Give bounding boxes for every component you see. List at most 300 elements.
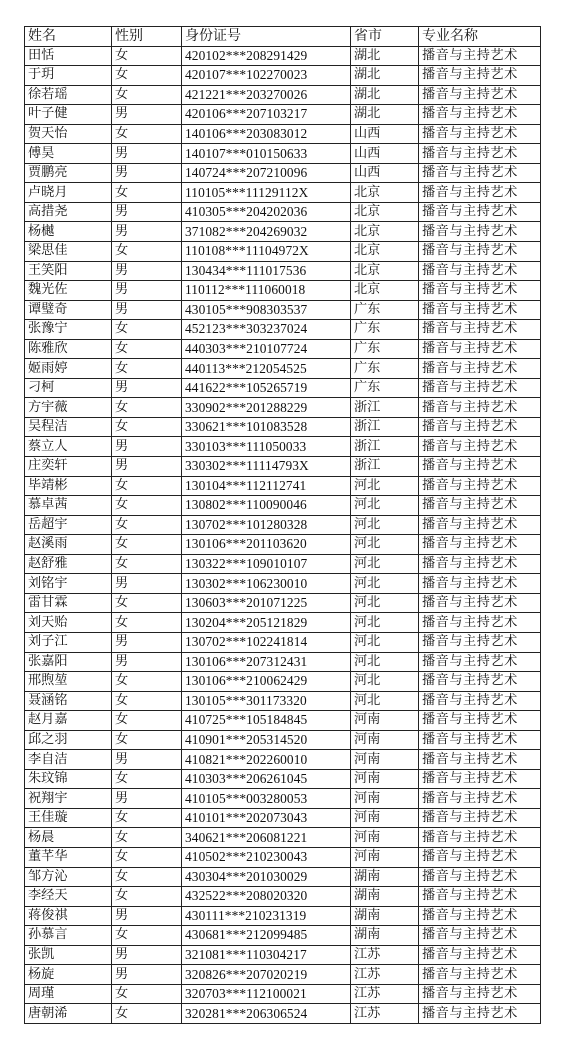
cell-name: 刘天贻 [25, 613, 112, 633]
table-row [25, 574, 541, 594]
cell-province: 广东 [351, 300, 419, 320]
header-province: 省市 [351, 27, 419, 47]
cell-id-number: 330302***11114793X [182, 457, 351, 477]
cell-major: 播音与主持艺术 [419, 730, 541, 750]
table-row [25, 281, 541, 301]
cell-province: 河北 [351, 632, 419, 652]
cell-id-number: 130702***102241814 [182, 632, 351, 652]
cell-gender: 女 [112, 847, 182, 867]
cell-province: 河北 [351, 691, 419, 711]
cell-province: 河南 [351, 711, 419, 731]
cell-gender: 男 [112, 163, 182, 183]
cell-province: 江苏 [351, 1004, 419, 1024]
cell-major: 播音与主持艺术 [419, 984, 541, 1004]
table-row [25, 750, 541, 770]
cell-id-number: 420106***207103217 [182, 105, 351, 125]
table-row [25, 476, 541, 496]
cell-gender: 女 [112, 85, 182, 105]
cell-name: 贾鹏亮 [25, 163, 112, 183]
cell-name: 庄奕轩 [25, 457, 112, 477]
cell-id-number: 430105***908303537 [182, 300, 351, 320]
cell-gender: 女 [112, 613, 182, 633]
table-row [25, 66, 541, 86]
cell-gender: 女 [112, 515, 182, 535]
cell-major: 播音与主持艺术 [419, 554, 541, 574]
cell-name: 赵舒雅 [25, 554, 112, 574]
table-row [25, 457, 541, 477]
cell-province: 广东 [351, 378, 419, 398]
cell-province: 湖南 [351, 906, 419, 926]
cell-id-number: 130204***205121829 [182, 613, 351, 633]
cell-gender: 男 [112, 789, 182, 809]
table-row [25, 85, 541, 105]
cell-id-number: 410305***204202036 [182, 202, 351, 222]
cell-gender: 男 [112, 261, 182, 281]
cell-province: 湖南 [351, 926, 419, 946]
cell-province: 广东 [351, 320, 419, 340]
cell-major: 播音与主持艺术 [419, 574, 541, 594]
cell-id-number: 321081***110304217 [182, 945, 351, 965]
cell-id-number: 130104***112112741 [182, 476, 351, 496]
cell-gender: 女 [112, 984, 182, 1004]
cell-name: 张凯 [25, 945, 112, 965]
cell-id-number: 130603***201071225 [182, 593, 351, 613]
cell-id-number: 330902***201288229 [182, 398, 351, 418]
cell-major: 播音与主持艺术 [419, 789, 541, 809]
cell-gender: 女 [112, 691, 182, 711]
table-row [25, 163, 541, 183]
cell-name: 梁思佳 [25, 242, 112, 262]
cell-name: 蔡立人 [25, 437, 112, 457]
table-row [25, 769, 541, 789]
cell-gender: 男 [112, 105, 182, 125]
cell-province: 河南 [351, 828, 419, 848]
cell-province: 湖北 [351, 46, 419, 66]
cell-major: 播音与主持艺术 [419, 691, 541, 711]
cell-gender: 女 [112, 554, 182, 574]
cell-province: 山西 [351, 144, 419, 164]
cell-id-number: 110105***11129112X [182, 183, 351, 203]
cell-name: 朱玟锦 [25, 769, 112, 789]
header-gender: 性别 [112, 27, 182, 47]
table-row [25, 730, 541, 750]
cell-id-number: 452123***303237024 [182, 320, 351, 340]
table-row [25, 847, 541, 867]
cell-gender: 女 [112, 711, 182, 731]
cell-gender: 女 [112, 242, 182, 262]
cell-id-number: 410502***210230043 [182, 847, 351, 867]
cell-gender: 男 [112, 300, 182, 320]
cell-id-number: 420107***102270023 [182, 66, 351, 86]
cell-province: 广东 [351, 339, 419, 359]
table-row [25, 632, 541, 652]
cell-province: 湖北 [351, 66, 419, 86]
cell-major: 播音与主持艺术 [419, 85, 541, 105]
cell-name: 徐若瑶 [25, 85, 112, 105]
cell-province: 河南 [351, 808, 419, 828]
cell-gender: 女 [112, 398, 182, 418]
cell-major: 播音与主持艺术 [419, 398, 541, 418]
cell-province: 江苏 [351, 984, 419, 1004]
table-row [25, 202, 541, 222]
cell-gender: 男 [112, 457, 182, 477]
cell-gender: 女 [112, 359, 182, 379]
cell-gender: 男 [112, 574, 182, 594]
cell-name: 雷甘霖 [25, 593, 112, 613]
cell-major: 播音与主持艺术 [419, 1004, 541, 1024]
cell-gender: 男 [112, 750, 182, 770]
cell-name: 王笑阳 [25, 261, 112, 281]
cell-major: 播音与主持艺术 [419, 711, 541, 731]
cell-gender: 女 [112, 320, 182, 340]
table-row [25, 398, 541, 418]
cell-name: 杨旋 [25, 965, 112, 985]
cell-gender: 男 [112, 632, 182, 652]
cell-name: 赵月嘉 [25, 711, 112, 731]
cell-major: 播音与主持艺术 [419, 593, 541, 613]
cell-major: 播音与主持艺术 [419, 242, 541, 262]
cell-name: 邱之羽 [25, 730, 112, 750]
cell-major: 播音与主持艺术 [419, 320, 541, 340]
cell-gender: 女 [112, 339, 182, 359]
cell-id-number: 441622***105265719 [182, 378, 351, 398]
cell-name: 方宇薇 [25, 398, 112, 418]
header-name: 姓名 [25, 27, 112, 47]
cell-name: 田恬 [25, 46, 112, 66]
table-row [25, 554, 541, 574]
cell-id-number: 330621***101083528 [182, 417, 351, 437]
table-row [25, 867, 541, 887]
cell-province: 湖南 [351, 867, 419, 887]
cell-gender: 女 [112, 730, 182, 750]
cell-major: 播音与主持艺术 [419, 808, 541, 828]
table-row [25, 672, 541, 692]
cell-id-number: 130322***109010107 [182, 554, 351, 574]
cell-gender: 女 [112, 887, 182, 907]
cell-major: 播音与主持艺术 [419, 769, 541, 789]
cell-name: 吴程洁 [25, 417, 112, 437]
cell-gender: 男 [112, 378, 182, 398]
table-body [25, 46, 541, 1023]
table-row [25, 711, 541, 731]
cell-name: 刘铭宇 [25, 574, 112, 594]
cell-id-number: 320703***112100021 [182, 984, 351, 1004]
cell-major: 播音与主持艺术 [419, 828, 541, 848]
cell-province: 河南 [351, 789, 419, 809]
cell-province: 北京 [351, 202, 419, 222]
cell-major: 播音与主持艺术 [419, 652, 541, 672]
cell-name: 杨晨 [25, 828, 112, 848]
cell-name: 傅昊 [25, 144, 112, 164]
header-row [25, 27, 541, 47]
cell-province: 广东 [351, 359, 419, 379]
cell-id-number: 320826***207020219 [182, 965, 351, 985]
cell-major: 播音与主持艺术 [419, 378, 541, 398]
cell-id-number: 130106***207312431 [182, 652, 351, 672]
cell-province: 河北 [351, 535, 419, 555]
table-row [25, 593, 541, 613]
cell-major: 播音与主持艺术 [419, 457, 541, 477]
cell-major: 播音与主持艺术 [419, 202, 541, 222]
cell-name: 慕卓茜 [25, 496, 112, 516]
cell-id-number: 140107***010150633 [182, 144, 351, 164]
cell-province: 河北 [351, 476, 419, 496]
table-row [25, 984, 541, 1004]
table-row [25, 124, 541, 144]
cell-id-number: 410101***202073043 [182, 808, 351, 828]
cell-province: 河北 [351, 672, 419, 692]
cell-name: 周瑾 [25, 984, 112, 1004]
cell-id-number: 420102***208291429 [182, 46, 351, 66]
cell-major: 播音与主持艺术 [419, 945, 541, 965]
cell-name: 陈雅欣 [25, 339, 112, 359]
cell-name: 刘子江 [25, 632, 112, 652]
cell-province: 江苏 [351, 945, 419, 965]
cell-name: 姬雨婷 [25, 359, 112, 379]
cell-major: 播音与主持艺术 [419, 46, 541, 66]
table-row [25, 437, 541, 457]
cell-major: 播音与主持艺术 [419, 750, 541, 770]
cell-gender: 女 [112, 417, 182, 437]
cell-major: 播音与主持艺术 [419, 476, 541, 496]
table-row [25, 339, 541, 359]
cell-id-number: 340621***206081221 [182, 828, 351, 848]
cell-name: 祝翔宇 [25, 789, 112, 809]
cell-major: 播音与主持艺术 [419, 339, 541, 359]
cell-province: 浙江 [351, 437, 419, 457]
table-row [25, 261, 541, 281]
cell-id-number: 140106***203083012 [182, 124, 351, 144]
cell-name: 董芊华 [25, 847, 112, 867]
cell-province: 山西 [351, 163, 419, 183]
cell-id-number: 140724***207210096 [182, 163, 351, 183]
cell-id-number: 421221***203270026 [182, 85, 351, 105]
cell-gender: 女 [112, 496, 182, 516]
cell-major: 播音与主持艺术 [419, 183, 541, 203]
cell-gender: 男 [112, 945, 182, 965]
cell-gender: 女 [112, 828, 182, 848]
cell-name: 于玥 [25, 66, 112, 86]
cell-name: 魏光佐 [25, 281, 112, 301]
cell-major: 播音与主持艺术 [419, 906, 541, 926]
cell-gender: 女 [112, 593, 182, 613]
table-row [25, 965, 541, 985]
cell-province: 山西 [351, 124, 419, 144]
cell-id-number: 130434***111017536 [182, 261, 351, 281]
cell-id-number: 410901***205314520 [182, 730, 351, 750]
cell-province: 湖北 [351, 85, 419, 105]
table-row [25, 144, 541, 164]
cell-major: 播音与主持艺术 [419, 535, 541, 555]
student-list-table [24, 26, 541, 1024]
cell-province: 河北 [351, 574, 419, 594]
cell-gender: 男 [112, 144, 182, 164]
cell-province: 河南 [351, 730, 419, 750]
cell-name: 聂涵铭 [25, 691, 112, 711]
table-row [25, 1004, 541, 1024]
cell-province: 河北 [351, 515, 419, 535]
cell-major: 播音与主持艺术 [419, 613, 541, 633]
table-row [25, 222, 541, 242]
cell-name: 王佳璇 [25, 808, 112, 828]
cell-name: 唐朝浠 [25, 1004, 112, 1024]
cell-gender: 男 [112, 281, 182, 301]
cell-province: 北京 [351, 222, 419, 242]
cell-province: 河北 [351, 652, 419, 672]
cell-name: 邢煦堃 [25, 672, 112, 692]
cell-major: 播音与主持艺术 [419, 632, 541, 652]
cell-name: 杨樾 [25, 222, 112, 242]
cell-name: 刁柯 [25, 378, 112, 398]
cell-province: 浙江 [351, 398, 419, 418]
cell-province: 北京 [351, 242, 419, 262]
cell-province: 江苏 [351, 965, 419, 985]
cell-major: 播音与主持艺术 [419, 437, 541, 457]
cell-gender: 女 [112, 183, 182, 203]
table-row [25, 652, 541, 672]
header-id-number: 身份证号 [182, 27, 351, 47]
cell-id-number: 410105***003280053 [182, 789, 351, 809]
cell-province: 北京 [351, 183, 419, 203]
table-row [25, 242, 541, 262]
cell-name: 高措尧 [25, 202, 112, 222]
header-major: 专业名称 [419, 27, 541, 47]
cell-gender: 男 [112, 437, 182, 457]
cell-name: 谭璧奇 [25, 300, 112, 320]
cell-id-number: 440113***212054525 [182, 359, 351, 379]
table-row [25, 808, 541, 828]
table-row [25, 828, 541, 848]
table-row [25, 789, 541, 809]
table-row [25, 887, 541, 907]
cell-gender: 男 [112, 652, 182, 672]
cell-id-number: 130302***106230010 [182, 574, 351, 594]
cell-id-number: 430304***201030029 [182, 867, 351, 887]
cell-province: 浙江 [351, 457, 419, 477]
cell-id-number: 110108***11104972X [182, 242, 351, 262]
cell-name: 李自洁 [25, 750, 112, 770]
table-row [25, 378, 541, 398]
table-row [25, 417, 541, 437]
cell-province: 浙江 [351, 417, 419, 437]
cell-id-number: 130106***201103620 [182, 535, 351, 555]
cell-province: 河北 [351, 593, 419, 613]
cell-major: 播音与主持艺术 [419, 281, 541, 301]
cell-major: 播音与主持艺术 [419, 105, 541, 125]
table-row [25, 320, 541, 340]
cell-id-number: 410303***206261045 [182, 769, 351, 789]
cell-major: 播音与主持艺术 [419, 847, 541, 867]
cell-major: 播音与主持艺术 [419, 300, 541, 320]
cell-major: 播音与主持艺术 [419, 965, 541, 985]
cell-major: 播音与主持艺术 [419, 222, 541, 242]
table-row [25, 945, 541, 965]
cell-major: 播音与主持艺术 [419, 417, 541, 437]
table-row [25, 613, 541, 633]
cell-gender: 女 [112, 808, 182, 828]
cell-province: 河北 [351, 496, 419, 516]
cell-id-number: 330103***111050033 [182, 437, 351, 457]
table-row [25, 359, 541, 379]
table-row [25, 535, 541, 555]
cell-id-number: 410821***202260010 [182, 750, 351, 770]
cell-province: 河南 [351, 847, 419, 867]
cell-major: 播音与主持艺术 [419, 124, 541, 144]
table-header [25, 27, 541, 47]
cell-id-number: 371082***204269032 [182, 222, 351, 242]
cell-gender: 女 [112, 926, 182, 946]
cell-major: 播音与主持艺术 [419, 144, 541, 164]
cell-province: 河南 [351, 769, 419, 789]
cell-id-number: 430681***212099485 [182, 926, 351, 946]
cell-major: 播音与主持艺术 [419, 496, 541, 516]
cell-gender: 女 [112, 46, 182, 66]
cell-gender: 女 [112, 124, 182, 144]
cell-name: 蒋俊祺 [25, 906, 112, 926]
cell-name: 贺天怡 [25, 124, 112, 144]
cell-name: 邹方沁 [25, 867, 112, 887]
cell-id-number: 432522***208020320 [182, 887, 351, 907]
cell-gender: 男 [112, 906, 182, 926]
cell-name: 张豫宁 [25, 320, 112, 340]
cell-id-number: 130105***301173320 [182, 691, 351, 711]
cell-gender: 女 [112, 1004, 182, 1024]
table-row [25, 515, 541, 535]
cell-gender: 男 [112, 202, 182, 222]
cell-province: 湖北 [351, 105, 419, 125]
table-row [25, 691, 541, 711]
cell-id-number: 130106***210062429 [182, 672, 351, 692]
cell-gender: 男 [112, 965, 182, 985]
cell-gender: 男 [112, 222, 182, 242]
cell-major: 播音与主持艺术 [419, 926, 541, 946]
cell-name: 张嘉阳 [25, 652, 112, 672]
table-row [25, 183, 541, 203]
table-row [25, 926, 541, 946]
cell-id-number: 430111***210231319 [182, 906, 351, 926]
cell-gender: 女 [112, 66, 182, 86]
cell-province: 河北 [351, 554, 419, 574]
cell-major: 播音与主持艺术 [419, 887, 541, 907]
cell-name: 毕靖彬 [25, 476, 112, 496]
cell-major: 播音与主持艺术 [419, 66, 541, 86]
cell-major: 播音与主持艺术 [419, 867, 541, 887]
table-row [25, 105, 541, 125]
cell-id-number: 410725***105184845 [182, 711, 351, 731]
cell-name: 李经天 [25, 887, 112, 907]
cell-gender: 女 [112, 535, 182, 555]
cell-major: 播音与主持艺术 [419, 163, 541, 183]
cell-province: 河北 [351, 613, 419, 633]
cell-id-number: 130702***101280328 [182, 515, 351, 535]
cell-gender: 女 [112, 476, 182, 496]
cell-name: 赵溪雨 [25, 535, 112, 555]
cell-id-number: 110112***111060018 [182, 281, 351, 301]
table-row [25, 46, 541, 66]
cell-gender: 女 [112, 769, 182, 789]
table-row [25, 300, 541, 320]
cell-gender: 女 [112, 867, 182, 887]
cell-gender: 女 [112, 672, 182, 692]
cell-name: 孙慕言 [25, 926, 112, 946]
cell-name: 岳超宇 [25, 515, 112, 535]
cell-id-number: 320281***206306524 [182, 1004, 351, 1024]
cell-province: 湖南 [351, 887, 419, 907]
cell-province: 河南 [351, 750, 419, 770]
table-row [25, 906, 541, 926]
cell-id-number: 440303***210107724 [182, 339, 351, 359]
cell-major: 播音与主持艺术 [419, 359, 541, 379]
